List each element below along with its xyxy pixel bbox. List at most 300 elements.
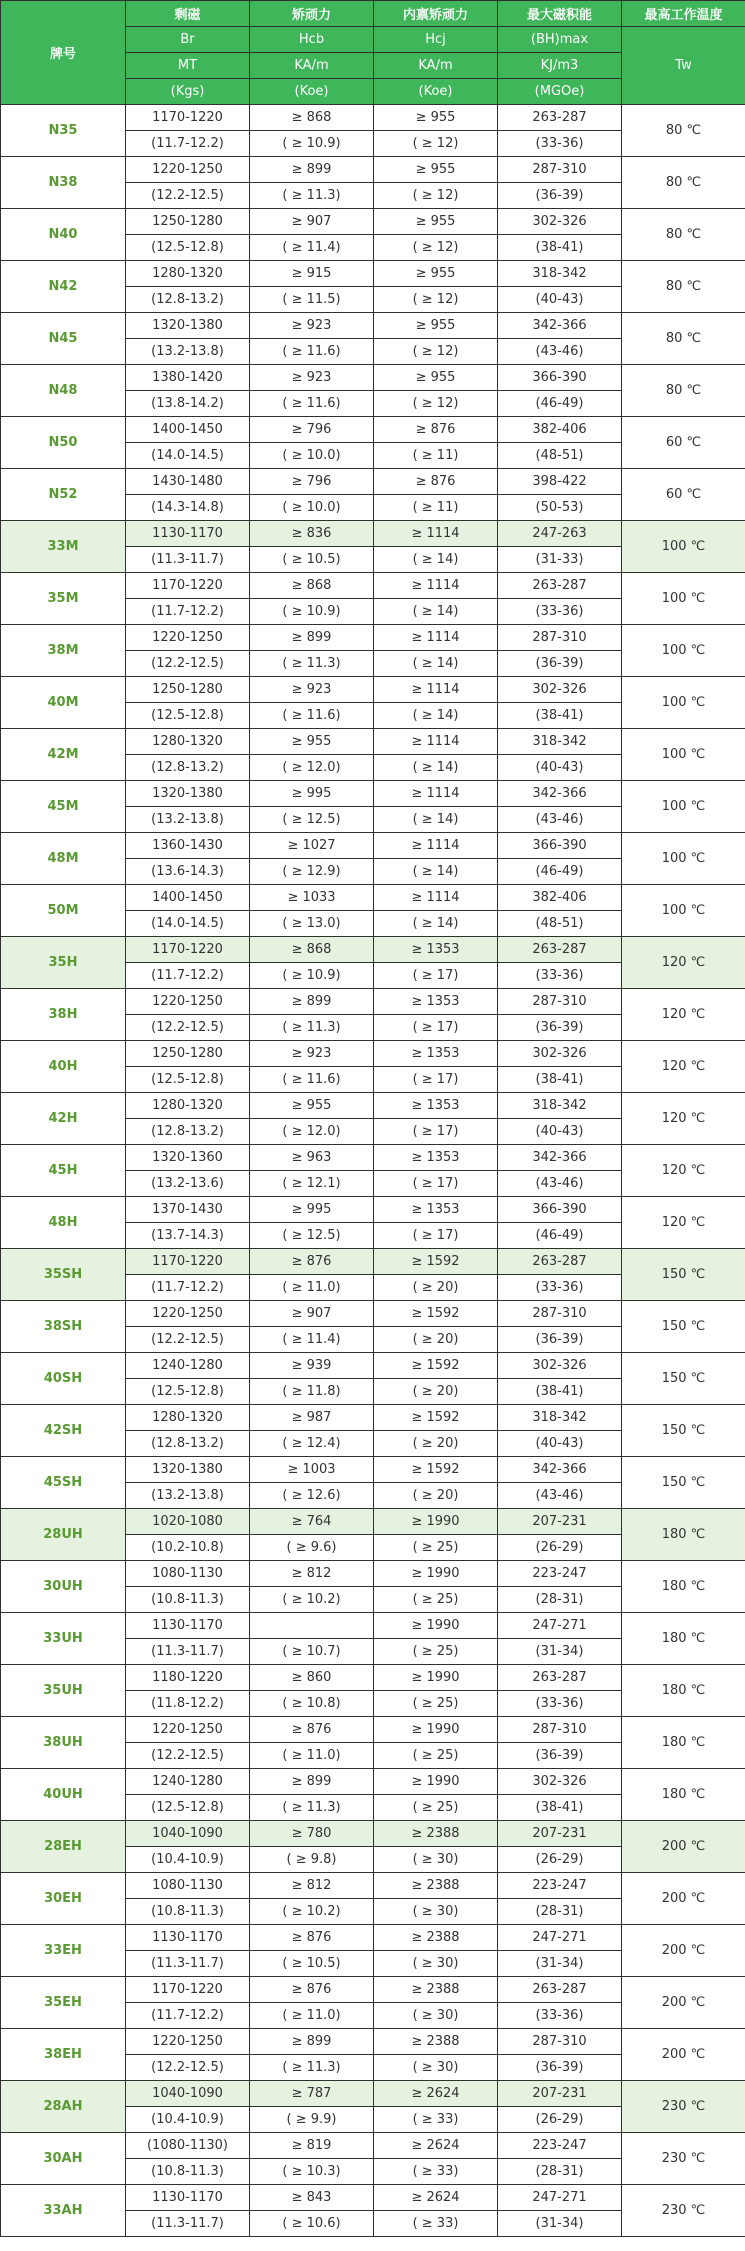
temp-cell: 60 ℃ <box>622 469 745 521</box>
bh-alt-cell: (43-46) <box>498 1171 622 1197</box>
br-alt-cell: (10.8-11.3) <box>126 2159 250 2185</box>
hcj-cell: ≥ 2388 <box>374 1873 498 1899</box>
hcb-alt-cell: ( ≥ 11.6) <box>250 391 374 417</box>
temp-cell: 120 ℃ <box>622 989 745 1041</box>
hcb-alt-cell: ( ≥ 12.5) <box>250 1223 374 1249</box>
hcj-alt-cell: ( ≥ 33) <box>374 2211 498 2237</box>
bh-cell: 263-287 <box>498 573 622 599</box>
hcb-alt-cell: ( ≥ 13.0) <box>250 911 374 937</box>
grade-cell: 42H <box>1 1093 126 1145</box>
hcj-alt-cell: ( ≥ 20) <box>374 1379 498 1405</box>
hcj-cell: ≥ 1114 <box>374 677 498 703</box>
temp-cell: 180 ℃ <box>622 1613 745 1665</box>
br-alt-cell: (12.8-13.2) <box>126 1119 250 1145</box>
hcb-alt-cell: ( ≥ 10.6) <box>250 2211 374 2237</box>
hcj-alt-cell: ( ≥ 17) <box>374 1119 498 1145</box>
bh-cell: 263-287 <box>498 1977 622 2003</box>
bh-alt-cell: (36-39) <box>498 1743 622 1769</box>
hcb-cell: ≥ 995 <box>250 781 374 807</box>
grade-cell: 33UH <box>1 1613 126 1665</box>
hcj-cell: ≥ 955 <box>374 313 498 339</box>
hcb-cell: ≥ 899 <box>250 1769 374 1795</box>
table-row <box>1 157 745 183</box>
br-alt-cell: (12.8-13.2) <box>126 755 250 781</box>
bh-alt-cell: (40-43) <box>498 1431 622 1457</box>
bh-cell: 302-326 <box>498 1769 622 1795</box>
hcb-alt-cell: ( ≥ 10.5) <box>250 547 374 573</box>
table-row <box>1 313 745 339</box>
hcj-alt-cell: ( ≥ 17) <box>374 1067 498 1093</box>
br-alt-cell: (10.4-10.9) <box>126 2107 250 2133</box>
temp-cell: 200 ℃ <box>622 1873 745 1925</box>
bh-alt-cell: (28-31) <box>498 1899 622 1925</box>
table-row <box>1 1301 745 1327</box>
hcj-cell: ≥ 1353 <box>374 1145 498 1171</box>
hcj-cell: ≥ 955 <box>374 365 498 391</box>
hcj-cell: ≥ 1592 <box>374 1405 498 1431</box>
br-cell: 1280-1320 <box>126 729 250 755</box>
temp-cell: 180 ℃ <box>622 1665 745 1717</box>
hcb-cell: ≥ 812 <box>250 1873 374 1899</box>
table-row <box>1 417 745 443</box>
hcb-cell: ≥ 1003 <box>250 1457 374 1483</box>
header-hcj-alt-unit: (Koe) <box>374 79 498 105</box>
hcb-cell: ≥ 995 <box>250 1197 374 1223</box>
br-alt-cell: (11.7-12.2) <box>126 131 250 157</box>
bh-alt-cell: (33-36) <box>498 599 622 625</box>
hcb-cell: ≥ 955 <box>250 729 374 755</box>
bh-alt-cell: (38-41) <box>498 1067 622 1093</box>
bh-alt-cell: (28-31) <box>498 2159 622 2185</box>
hcj-cell: ≥ 2388 <box>374 1925 498 1951</box>
temp-cell: 100 ℃ <box>622 573 745 625</box>
bh-cell: 302-326 <box>498 677 622 703</box>
br-alt-cell: (13.2-13.8) <box>126 1483 250 1509</box>
hcj-alt-cell: ( ≥ 11) <box>374 495 498 521</box>
hcb-alt-cell: ( ≥ 11.6) <box>250 1067 374 1093</box>
br-alt-cell: (13.7-14.3) <box>126 1223 250 1249</box>
hcj-alt-cell: ( ≥ 17) <box>374 1223 498 1249</box>
br-cell: 1320-1380 <box>126 781 250 807</box>
header-temp-symbol: Tw <box>622 27 745 105</box>
temp-cell: 120 ℃ <box>622 937 745 989</box>
header-hcj-unit: KA/m <box>374 53 498 79</box>
bh-cell: 318-342 <box>498 1093 622 1119</box>
bh-cell: 287-310 <box>498 989 622 1015</box>
hcb-cell: ≥ 899 <box>250 625 374 651</box>
bh-cell: 382-406 <box>498 885 622 911</box>
header-bh-unit: KJ/m3 <box>498 53 622 79</box>
grade-cell: 30EH <box>1 1873 126 1925</box>
br-cell: 1320-1360 <box>126 1145 250 1171</box>
table-row <box>1 1405 745 1431</box>
br-cell: 1130-1170 <box>126 1925 250 1951</box>
hcj-cell: ≥ 1592 <box>374 1301 498 1327</box>
bh-alt-cell: (26-29) <box>498 1535 622 1561</box>
grade-cell: 48H <box>1 1197 126 1249</box>
bh-alt-cell: (31-34) <box>498 2211 622 2237</box>
header-hcb-title: 矫顽力 <box>250 1 374 27</box>
br-alt-cell: (12.2-12.5) <box>126 1327 250 1353</box>
hcj-alt-cell: ( ≥ 30) <box>374 2003 498 2029</box>
hcj-alt-cell: ( ≥ 25) <box>374 1587 498 1613</box>
header-br-symbol: Br <box>126 27 250 53</box>
temp-cell: 80 ℃ <box>622 105 745 157</box>
temp-cell: 120 ℃ <box>622 1093 745 1145</box>
bh-cell: 247-263 <box>498 521 622 547</box>
bh-cell: 342-366 <box>498 1145 622 1171</box>
br-cell: 1250-1280 <box>126 209 250 235</box>
temp-cell: 180 ℃ <box>622 1717 745 1769</box>
hcb-alt-cell: ( ≥ 10.8) <box>250 1691 374 1717</box>
br-cell: 1380-1420 <box>126 365 250 391</box>
hcj-alt-cell: ( ≥ 14) <box>374 599 498 625</box>
grade-cell: N52 <box>1 469 126 521</box>
hcj-cell: ≥ 1114 <box>374 625 498 651</box>
table-row <box>1 365 745 391</box>
hcj-cell: ≥ 876 <box>374 417 498 443</box>
hcj-cell: ≥ 1114 <box>374 521 498 547</box>
grade-cell: 33AH <box>1 2185 126 2237</box>
temp-cell: 80 ℃ <box>622 313 745 365</box>
temp-cell: 150 ℃ <box>622 1301 745 1353</box>
hcb-cell: ≥ 899 <box>250 157 374 183</box>
br-alt-cell: (12.8-13.2) <box>126 287 250 313</box>
header-hcj-symbol: Hcj <box>374 27 498 53</box>
bh-cell: 366-390 <box>498 365 622 391</box>
hcb-cell: ≥ 923 <box>250 313 374 339</box>
hcb-cell: ≥ 923 <box>250 677 374 703</box>
hcb-alt-cell: ( ≥ 9.9) <box>250 2107 374 2133</box>
header-grade: 牌号 <box>1 1 126 105</box>
table-row <box>1 1353 745 1379</box>
hcj-alt-cell: ( ≥ 12) <box>374 183 498 209</box>
grade-cell: 28EH <box>1 1821 126 1873</box>
temp-cell: 100 ℃ <box>622 885 745 937</box>
hcb-cell: ≥ 923 <box>250 365 374 391</box>
hcb-alt-cell: ( ≥ 9.8) <box>250 1847 374 1873</box>
table-row <box>1 209 745 235</box>
hcb-alt-cell: ( ≥ 11.6) <box>250 339 374 365</box>
hcb-cell: ≥ 876 <box>250 1925 374 1951</box>
grade-cell: 38EH <box>1 2029 126 2081</box>
hcb-alt-cell: ( ≥ 11.5) <box>250 287 374 313</box>
hcb-cell: ≥ 899 <box>250 989 374 1015</box>
table-row <box>1 261 745 287</box>
temp-cell: 80 ℃ <box>622 261 745 313</box>
table-row <box>1 1041 745 1067</box>
br-cell: 1170-1220 <box>126 105 250 131</box>
br-alt-cell: (12.8-13.2) <box>126 1431 250 1457</box>
header-br-alt-unit: (Kgs) <box>126 79 250 105</box>
grade-cell: N42 <box>1 261 126 313</box>
hcj-cell: ≥ 955 <box>374 105 498 131</box>
hcb-cell: ≥ 843 <box>250 2185 374 2211</box>
hcj-cell: ≥ 1353 <box>374 1093 498 1119</box>
br-cell: 1220-1250 <box>126 625 250 651</box>
bh-alt-cell: (36-39) <box>498 2055 622 2081</box>
table-row <box>1 1821 745 1847</box>
br-cell: 1040-1090 <box>126 1821 250 1847</box>
table-row <box>1 1665 745 1691</box>
bh-cell: 366-390 <box>498 1197 622 1223</box>
hcb-cell: ≥ 868 <box>250 573 374 599</box>
hcj-cell: ≥ 2624 <box>374 2133 498 2159</box>
grade-cell: 40H <box>1 1041 126 1093</box>
bh-cell: 263-287 <box>498 105 622 131</box>
temp-cell: 200 ℃ <box>622 1821 745 1873</box>
hcj-cell: ≥ 1114 <box>374 729 498 755</box>
bh-cell: 207-231 <box>498 1821 622 1847</box>
bh-cell: 287-310 <box>498 625 622 651</box>
hcb-alt-cell: ( ≥ 12.1) <box>250 1171 374 1197</box>
hcj-cell: ≥ 955 <box>374 209 498 235</box>
table-row <box>1 2081 745 2107</box>
bh-cell: 263-287 <box>498 1665 622 1691</box>
temp-cell: 180 ℃ <box>622 1769 745 1821</box>
grade-cell: 33M <box>1 521 126 573</box>
bh-alt-cell: (26-29) <box>498 1847 622 1873</box>
br-cell: 1400-1450 <box>126 885 250 911</box>
temp-cell: 100 ℃ <box>622 625 745 677</box>
bh-cell: 223-247 <box>498 2133 622 2159</box>
hcb-alt-cell: ( ≥ 12.9) <box>250 859 374 885</box>
br-alt-cell: (14.3-14.8) <box>126 495 250 521</box>
hcj-alt-cell: ( ≥ 14) <box>374 911 498 937</box>
hcj-alt-cell: ( ≥ 14) <box>374 807 498 833</box>
hcb-alt-cell: ( ≥ 11.0) <box>250 1275 374 1301</box>
hcj-cell: ≥ 955 <box>374 261 498 287</box>
hcb-alt-cell: ( ≥ 11.3) <box>250 183 374 209</box>
hcb-alt-cell: ( ≥ 12.0) <box>250 755 374 781</box>
hcj-alt-cell: ( ≥ 12) <box>374 391 498 417</box>
br-alt-cell: (12.5-12.8) <box>126 703 250 729</box>
grade-cell: 28AH <box>1 2081 126 2133</box>
bh-cell: 302-326 <box>498 1353 622 1379</box>
table-row <box>1 989 745 1015</box>
grade-cell: 35UH <box>1 1665 126 1717</box>
grade-cell: 30UH <box>1 1561 126 1613</box>
br-alt-cell: (14.0-14.5) <box>126 443 250 469</box>
bh-alt-cell: (38-41) <box>498 1795 622 1821</box>
bh-cell: 342-366 <box>498 1457 622 1483</box>
temp-cell: 180 ℃ <box>622 1561 745 1613</box>
hcj-cell: ≥ 1114 <box>374 573 498 599</box>
hcj-alt-cell: ( ≥ 20) <box>374 1327 498 1353</box>
bh-cell: 287-310 <box>498 2029 622 2055</box>
bh-cell: 318-342 <box>498 729 622 755</box>
hcb-cell: ≥ 819 <box>250 2133 374 2159</box>
table-row <box>1 1145 745 1171</box>
br-cell: 1220-1250 <box>126 2029 250 2055</box>
hcb-alt-cell: ( ≥ 11.4) <box>250 1327 374 1353</box>
temp-cell: 80 ℃ <box>622 209 745 261</box>
temp-cell: 150 ℃ <box>622 1405 745 1457</box>
hcj-cell: ≥ 1592 <box>374 1249 498 1275</box>
temp-cell: 150 ℃ <box>622 1249 745 1301</box>
bh-alt-cell: (31-33) <box>498 547 622 573</box>
hcb-alt-cell: ( ≥ 11.3) <box>250 1795 374 1821</box>
grade-cell: 38H <box>1 989 126 1041</box>
bh-alt-cell: (36-39) <box>498 1327 622 1353</box>
hcb-alt-cell: ( ≥ 10.9) <box>250 599 374 625</box>
bh-alt-cell: (43-46) <box>498 1483 622 1509</box>
bh-alt-cell: (38-41) <box>498 1379 622 1405</box>
br-cell: 1080-1130 <box>126 1873 250 1899</box>
hcb-alt-cell: ( ≥ 9.6) <box>250 1535 374 1561</box>
temp-cell: 200 ℃ <box>622 1977 745 2029</box>
br-cell: 1320-1380 <box>126 1457 250 1483</box>
table-row <box>1 781 745 807</box>
table-row <box>1 1561 745 1587</box>
hcj-cell: ≥ 1990 <box>374 1717 498 1743</box>
hcb-cell: ≥ 907 <box>250 209 374 235</box>
temp-cell: 120 ℃ <box>622 1197 745 1249</box>
table-row <box>1 2133 745 2159</box>
br-alt-cell: (12.5-12.8) <box>126 1379 250 1405</box>
hcb-cell: ≥ 955 <box>250 1093 374 1119</box>
hcb-cell: ≥ 907 <box>250 1301 374 1327</box>
grade-cell: N45 <box>1 313 126 365</box>
hcj-alt-cell: ( ≥ 14) <box>374 703 498 729</box>
table-row <box>1 1509 745 1535</box>
bh-cell: 382-406 <box>498 417 622 443</box>
table-row <box>1 2185 745 2211</box>
temp-cell: 60 ℃ <box>622 417 745 469</box>
table-row <box>1 1197 745 1223</box>
hcb-alt-cell: ( ≥ 10.2) <box>250 1899 374 1925</box>
br-alt-cell: (12.2-12.5) <box>126 1743 250 1769</box>
bh-cell: 342-366 <box>498 313 622 339</box>
hcj-cell: ≥ 1353 <box>374 989 498 1015</box>
table-row <box>1 1769 745 1795</box>
hcj-alt-cell: ( ≥ 25) <box>374 1639 498 1665</box>
hcj-cell: ≥ 1114 <box>374 885 498 911</box>
hcj-alt-cell: ( ≥ 12) <box>374 287 498 313</box>
table-row <box>1 2029 745 2055</box>
bh-alt-cell: (48-51) <box>498 443 622 469</box>
bh-alt-cell: (28-31) <box>498 1587 622 1613</box>
hcj-alt-cell: ( ≥ 14) <box>374 547 498 573</box>
br-cell: 1130-1170 <box>126 2185 250 2211</box>
table-row <box>1 1457 745 1483</box>
grade-cell: 38SH <box>1 1301 126 1353</box>
hcj-cell: ≥ 1592 <box>374 1457 498 1483</box>
bh-alt-cell: (33-36) <box>498 963 622 989</box>
bh-alt-cell: (36-39) <box>498 183 622 209</box>
bh-cell: 318-342 <box>498 261 622 287</box>
br-alt-cell: (12.2-12.5) <box>126 2055 250 2081</box>
table-row <box>1 1873 745 1899</box>
br-alt-cell: (11.3-11.7) <box>126 1639 250 1665</box>
br-alt-cell: (10.8-11.3) <box>126 1899 250 1925</box>
bh-alt-cell: (38-41) <box>498 703 622 729</box>
hcj-alt-cell: ( ≥ 25) <box>374 1535 498 1561</box>
bh-alt-cell: (46-49) <box>498 391 622 417</box>
table-row <box>1 573 745 599</box>
hcb-alt-cell: ( ≥ 10.9) <box>250 131 374 157</box>
bh-cell: 287-310 <box>498 1717 622 1743</box>
bh-cell: 263-287 <box>498 937 622 963</box>
bh-alt-cell: (40-43) <box>498 1119 622 1145</box>
br-cell: 1250-1280 <box>126 1041 250 1067</box>
bh-cell: 207-231 <box>498 1509 622 1535</box>
hcb-cell: ≥ 1027 <box>250 833 374 859</box>
br-alt-cell: (12.2-12.5) <box>126 183 250 209</box>
bh-cell: 263-287 <box>498 1249 622 1275</box>
hcb-cell: ≥ 915 <box>250 261 374 287</box>
hcj-alt-cell: ( ≥ 11) <box>374 443 498 469</box>
br-cell: 1080-1130 <box>126 1561 250 1587</box>
hcb-cell: ≥ 780 <box>250 1821 374 1847</box>
br-alt-cell: (11.7-12.2) <box>126 1275 250 1301</box>
bh-alt-cell: (31-34) <box>498 1639 622 1665</box>
header-bh-alt-unit: (MGOe) <box>498 79 622 105</box>
hcj-cell: ≥ 2624 <box>374 2081 498 2107</box>
hcb-cell: ≥ 868 <box>250 105 374 131</box>
br-cell: 1170-1220 <box>126 1249 250 1275</box>
br-alt-cell: (12.5-12.8) <box>126 235 250 261</box>
br-cell: 1400-1450 <box>126 417 250 443</box>
hcj-cell: ≥ 1990 <box>374 1561 498 1587</box>
hcb-alt-cell: ( ≥ 12.0) <box>250 1119 374 1145</box>
hcb-alt-cell: ( ≥ 11.3) <box>250 651 374 677</box>
hcj-alt-cell: ( ≥ 12) <box>374 235 498 261</box>
temp-cell: 120 ℃ <box>622 1145 745 1197</box>
temp-cell: 230 ℃ <box>622 2185 745 2237</box>
table-row <box>1 1977 745 2003</box>
br-alt-cell: (13.2-13.8) <box>126 807 250 833</box>
grade-cell: 40UH <box>1 1769 126 1821</box>
header-hcb-alt-unit: (Koe) <box>250 79 374 105</box>
bh-cell: 287-310 <box>498 157 622 183</box>
temp-cell: 200 ℃ <box>622 2029 745 2081</box>
bh-cell: 366-390 <box>498 833 622 859</box>
header-hcb-symbol: Hcb <box>250 27 374 53</box>
hcj-alt-cell: ( ≥ 20) <box>374 1275 498 1301</box>
hcj-alt-cell: ( ≥ 33) <box>374 2107 498 2133</box>
bh-cell: 302-326 <box>498 1041 622 1067</box>
grade-cell: 45H <box>1 1145 126 1197</box>
grade-cell: 45SH <box>1 1457 126 1509</box>
br-alt-cell: (12.2-12.5) <box>126 651 250 677</box>
hcj-cell: ≥ 1353 <box>374 1041 498 1067</box>
hcj-cell: ≥ 1114 <box>374 833 498 859</box>
hcj-alt-cell: ( ≥ 14) <box>374 859 498 885</box>
br-cell: 1240-1280 <box>126 1769 250 1795</box>
hcj-alt-cell: ( ≥ 30) <box>374 1899 498 1925</box>
br-cell: 1170-1220 <box>126 937 250 963</box>
bh-alt-cell: (38-41) <box>498 235 622 261</box>
header-br-title: 剩磁 <box>126 1 250 27</box>
br-alt-cell: (13.6-14.3) <box>126 859 250 885</box>
bh-alt-cell: (33-36) <box>498 131 622 157</box>
table-body <box>1 105 745 2237</box>
br-alt-cell: (11.7-12.2) <box>126 963 250 989</box>
hcb-cell: ≥ 1033 <box>250 885 374 911</box>
br-cell: 1280-1320 <box>126 261 250 287</box>
hcj-cell: ≥ 1353 <box>374 1197 498 1223</box>
hcb-alt-cell: ( ≥ 12.4) <box>250 1431 374 1457</box>
hcj-cell: ≥ 1990 <box>374 1769 498 1795</box>
bh-alt-cell: (46-49) <box>498 1223 622 1249</box>
hcb-cell: ≥ 787 <box>250 2081 374 2107</box>
br-cell: 1170-1220 <box>126 1977 250 2003</box>
temp-cell: 100 ℃ <box>622 781 745 833</box>
hcb-cell: ≥ 939 <box>250 1353 374 1379</box>
br-cell: 1220-1250 <box>126 989 250 1015</box>
bh-cell: 247-271 <box>498 1925 622 1951</box>
